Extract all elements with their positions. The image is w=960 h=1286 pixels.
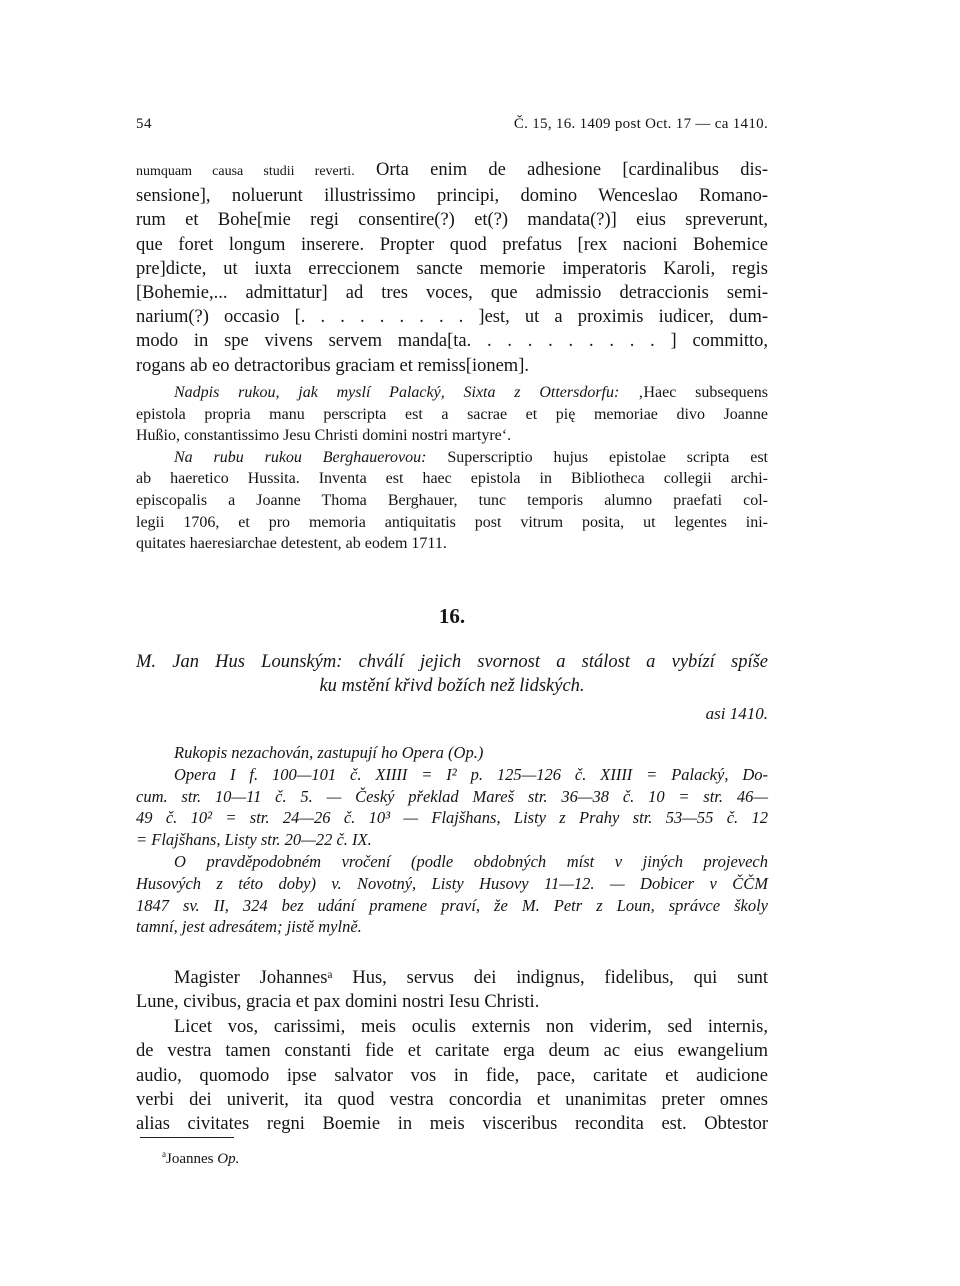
heading-line: M. Jan Hus Lounským: chválí jejich svornost a stálost a vybízí spíše <box>136 652 768 672</box>
manuscript-note <box>136 382 768 555</box>
text-line: pre]dicte, ut iuxta erreccionem sancte memorie imperatoris Karoli, regis <box>136 258 768 279</box>
letter-body <box>136 966 768 1137</box>
apparatus-line: 1847 sv. II, 324 bez udání pramene praví, že M. Petr z Loun, správce školy <box>136 895 768 915</box>
apparatus-line: 49 č. 10² = str. 24—26 č. 10³ — Flajšhans, Listy z Prahy str. 53—55 č. 12 <box>136 808 768 828</box>
text-line: numquam causa studii reverti. Orta enim de adhesione [cardinalibus dis- <box>136 160 769 180</box>
note-line: Nadpis rukou, jak myslí Palacký, Sixta z Ottersdorfu: ‚Haec subsequens <box>174 384 769 401</box>
footnote-text: Joannes <box>166 1151 214 1167</box>
note-line: Hußio, constantissimo Jesu Christi domini nostri martyre‘. <box>136 427 512 445</box>
document-page <box>136 0 776 1286</box>
note-line: ab haeretico Hussita. Inventa est haec epistola in Bibliotheca collegii archi- <box>136 470 768 488</box>
page-number: 54 <box>136 116 152 132</box>
note-line: episcopalis a Joanne Thoma Berghauer, tunc temporis alumno praefati col- <box>136 491 768 509</box>
body-line: Licet vos, carissimi, meis oculis externis non viderim, sed internis, <box>174 1016 768 1037</box>
apparatus-line: Opera I f. 100—101 č. XIIII = I² p. 125—126 č. XIIII = Palacký, Do- <box>174 764 768 784</box>
text-line: rum et Bohe[mie regi consentire(?) et(?) mandata(?)] eius spreverunt, <box>136 210 768 231</box>
body-line: verbi dei univerit, ita quod vestra concordia et unanimitas preter omnes <box>136 1090 768 1111</box>
note-label: Na rubu rukou Berghauerovou: <box>174 448 427 466</box>
running-title: Č. 15, 16. 1409 post Oct. 17 — ca 1410. <box>513 116 768 132</box>
text-line: narium(?) occasio [. . . . . . . . . ]est, ut a proximis iudicer, dum- <box>136 307 768 328</box>
text-line: [Bohemie,... admittatur] ad tres voces, que admissio detraccionis semi- <box>136 283 768 304</box>
text-line: rogans ab eo detractoribus graciam et remiss[ionem]. <box>136 355 529 376</box>
apparatus-line: = Flajšhans, Listy str. 20—22 č. IX. <box>136 830 372 850</box>
critical-apparatus <box>136 742 768 938</box>
page-header <box>136 116 768 133</box>
footnote <box>162 1149 239 1168</box>
footnote-divider <box>140 1137 234 1138</box>
section-heading <box>136 650 768 698</box>
body-line: Lune, civibus, gracia et pax domini nostri Iesu Christi. <box>136 992 540 1013</box>
heading-line: ku mstění křivd božích než lidských. <box>319 676 585 696</box>
letter-text <box>136 158 768 378</box>
text-line: que foret longum inserere. Propter quod prefatus [rex nacioni Bohemice <box>136 234 768 255</box>
apparatus-line: Husových z této doby) v. Novotný, Listy Husovy 11—12. — Dobicer v ČČM <box>136 873 768 893</box>
footnote-source: Op. <box>217 1151 240 1167</box>
apparatus-line: tamní, jest adresátem; jistě mylně. <box>136 917 362 937</box>
body-line: audio, quomodo ipse salvator vos in fide, pace, caritate et audicione <box>136 1065 768 1086</box>
note-line: epistola propria manu perscripta est a sacrae et pię memoriae divo Joanne <box>136 405 768 423</box>
apparatus-line: cum. str. 10—11 č. 5. — Český překlad Mareš str. 36—38 č. 10 = str. 46— <box>136 786 768 806</box>
apparatus-line: Rukopis nezachován, zastupují ho Opera (Op.) <box>174 743 484 762</box>
note-label: Nadpis rukou, jak myslí Palacký, Sixta z Ottersdorfu: <box>174 384 620 401</box>
note-line: quitates haeresiarchae detestent, ab eodem 1711. <box>136 535 447 553</box>
note-line: Na rubu rukou Berghauerovou: Superscriptio hujus epistolae scripta est <box>174 448 768 466</box>
lead-phrase: numquam causa studii reverti. <box>136 164 355 179</box>
note-line: legii 1706, et pro memoria antiquitatis post vitrum posita, ut legentes ini- <box>136 513 768 531</box>
footnote-marker: a <box>162 1149 166 1159</box>
date: asi 1410. <box>705 704 768 723</box>
body-line: Magister Johannesᵃ Hus, servus dei indignus, fidelibus, qui sunt <box>174 968 768 988</box>
text-line: modo in spe vivens servem manda[ta. . . . . . . . . . ] committo, <box>136 331 768 352</box>
section-number: 16. <box>438 604 466 628</box>
apparatus-line: O pravděpodobném vročení (podle obdobných míst v jiných projevech <box>174 851 768 871</box>
text-line: sensione], noluerunt illustrissimo principi, domino Wenceslao Romano- <box>136 186 768 207</box>
body-line: alias civitates regni Boemie in meis visceribus recondita est. Obtestor <box>136 1114 768 1135</box>
body-line: de vestra tamen constanti fide et caritate erga deum ac eius ewangelium <box>136 1041 768 1062</box>
